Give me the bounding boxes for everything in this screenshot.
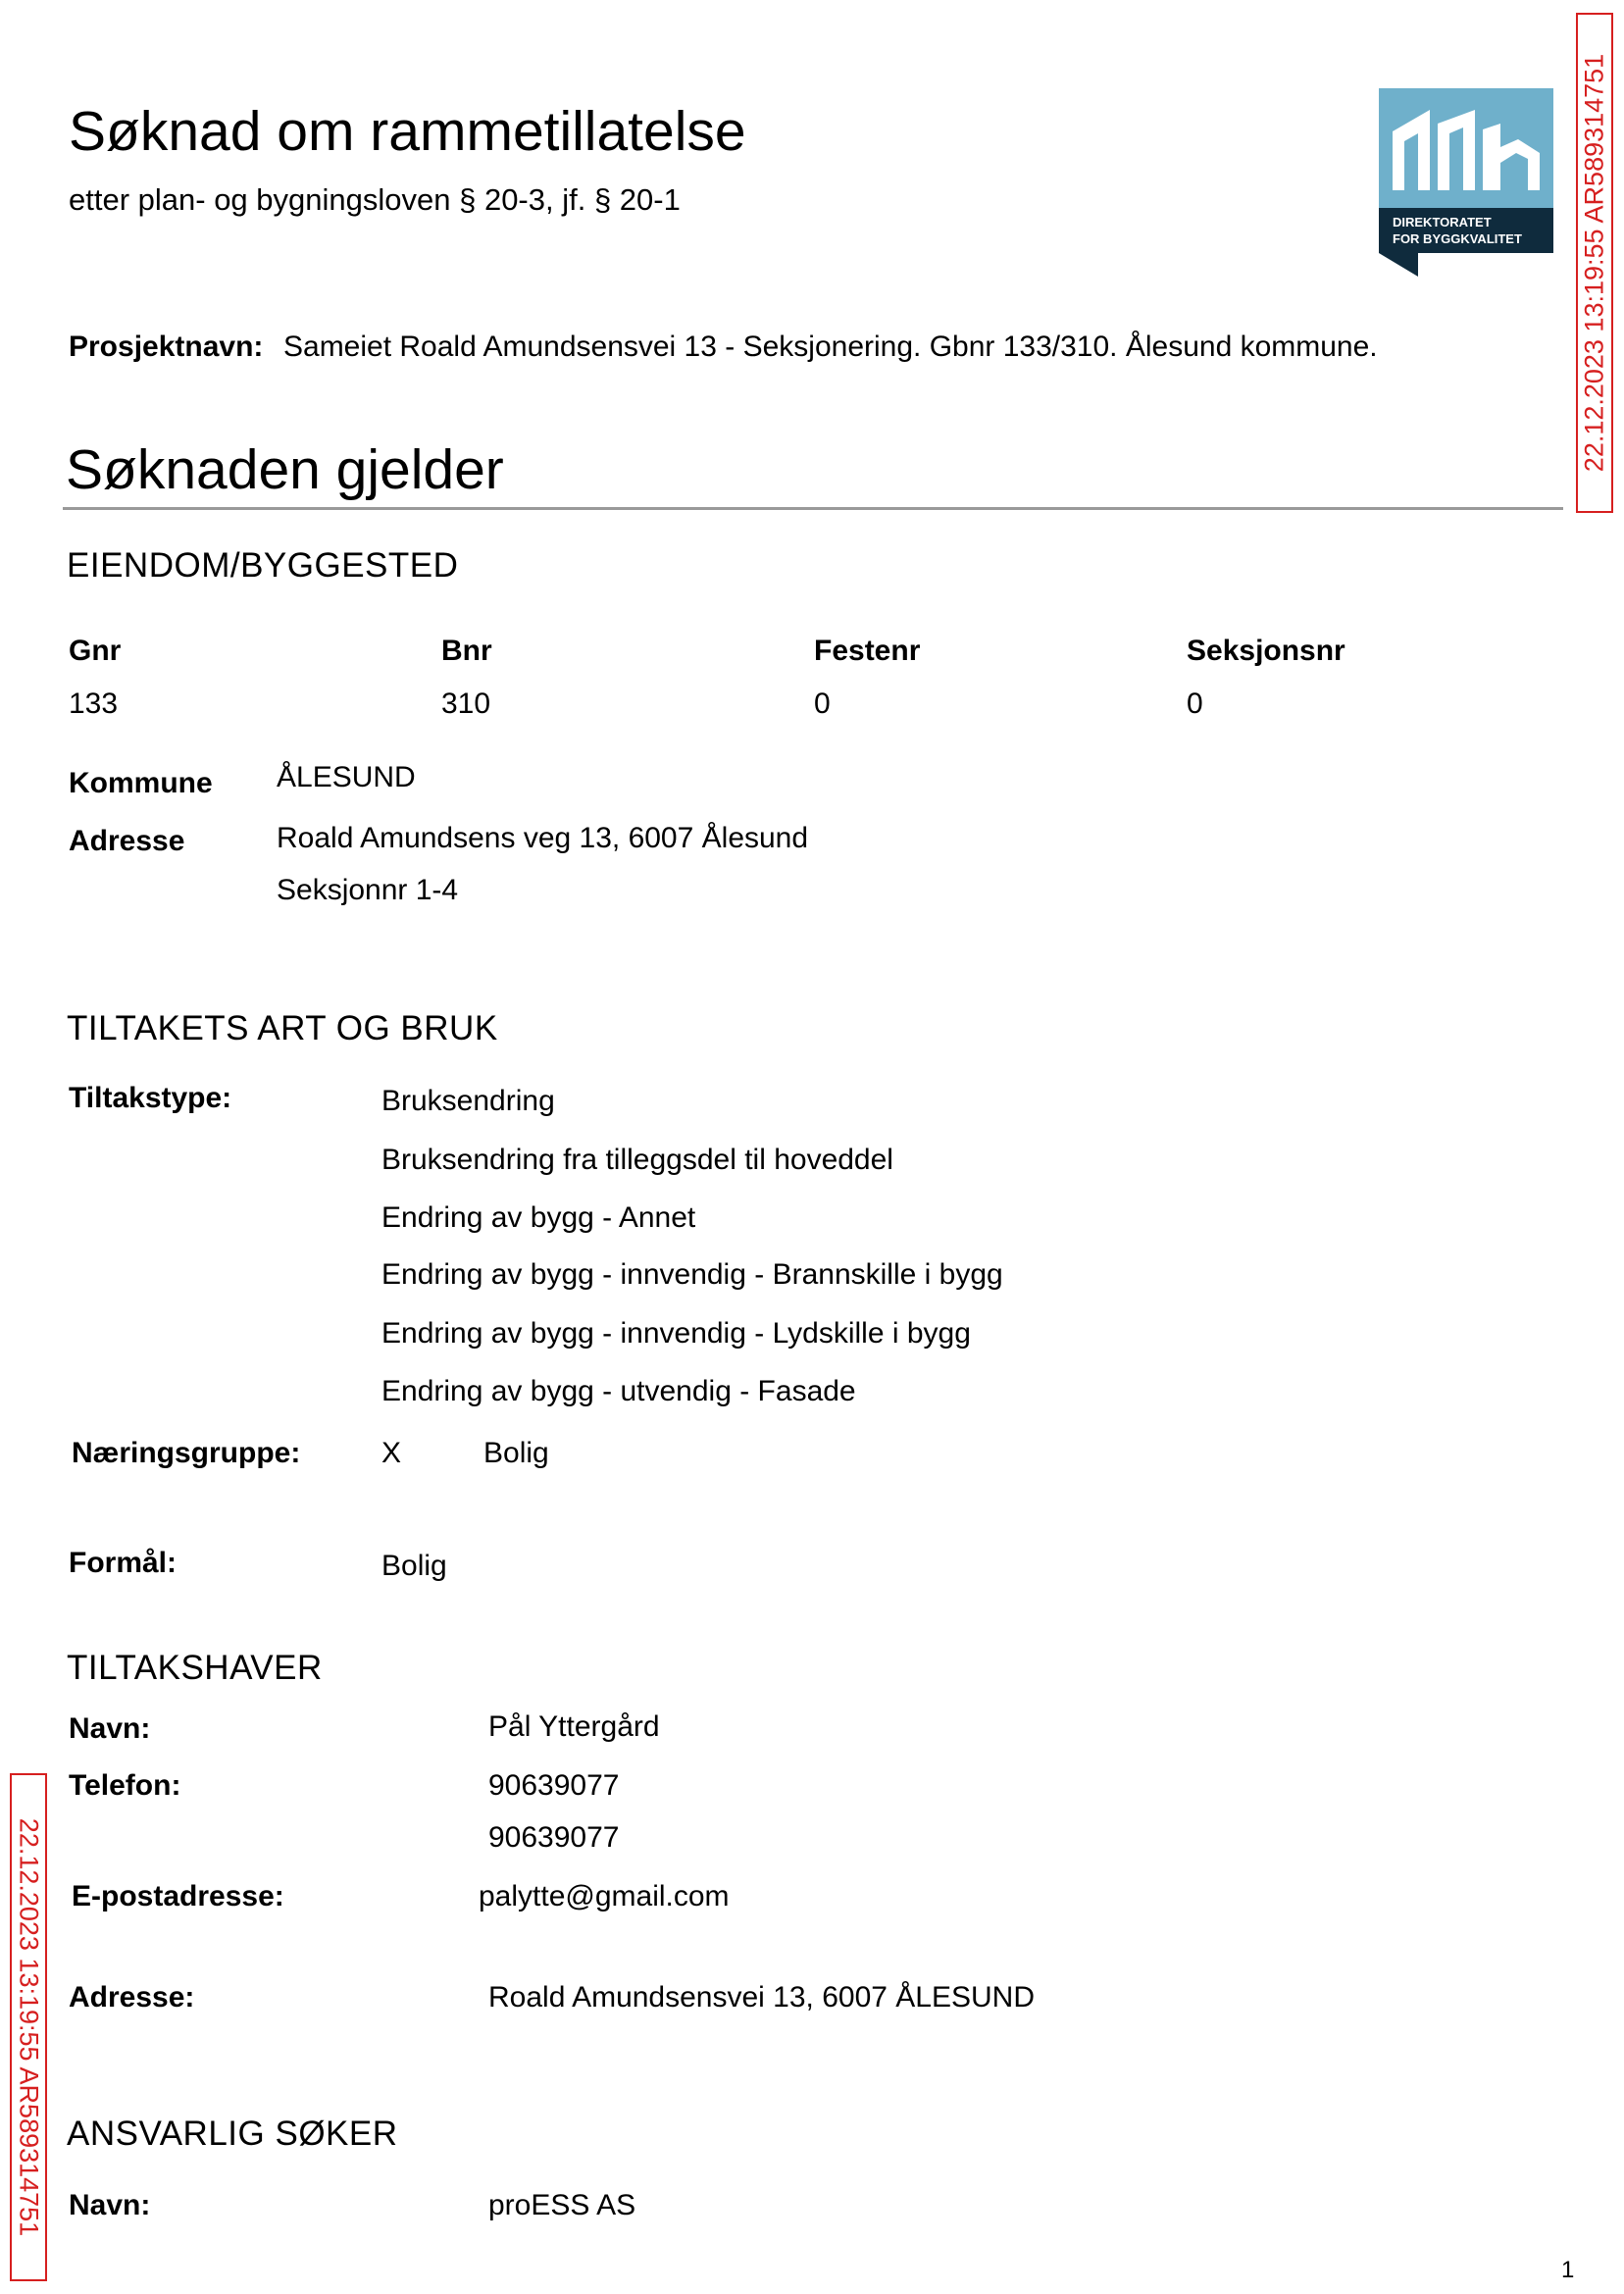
heading-divider: [63, 507, 1563, 510]
ansvarlig-soker-navn-label: Navn:: [69, 2189, 151, 2221]
festenr-value: 0: [814, 688, 831, 720]
tiltakshaver-navn-value: Pål Yttergård: [488, 1710, 660, 1743]
ansvarlig-soker-navn-value: proESS AS: [488, 2189, 636, 2221]
tiltakstype-item: Endring av bygg - innvendig - Lydskille i bygg: [381, 1317, 971, 1350]
seksjonsnr-value: 0: [1187, 688, 1203, 720]
dibk-logo: [1379, 88, 1553, 277]
project-name-label: Prosjektnavn:: [69, 331, 264, 363]
naeringsgruppe-code: X: [381, 1437, 402, 1469]
seksjonsnr-label: Seksjonsnr: [1187, 635, 1345, 667]
adresse-value: Roald Amundsens veg 13, 6007 Ålesund: [277, 822, 809, 854]
tiltakshaver-epost-label: E-postadresse:: [72, 1880, 284, 1912]
tiltakstype-item: Endring av bygg - utvendig - Fasade: [381, 1375, 856, 1407]
tiltakshaver-section-heading: TILTAKSHAVER: [67, 1649, 323, 1687]
tiltakstype-item: Endring av bygg - Annet: [381, 1201, 696, 1234]
bnr-value: 310: [441, 688, 491, 720]
formal-label: Formål:: [69, 1547, 178, 1579]
formal-value: Bolig: [381, 1550, 447, 1582]
kommune-label: Kommune: [69, 767, 213, 799]
tiltakshaver-adresse-value: Roald Amundsensvei 13, 6007 ÅLESUND: [488, 1981, 1035, 2014]
logo-text-line2: FOR BYGGKVALITET: [1393, 231, 1522, 246]
tiltakshaver-telefon-value: 90639077: [488, 1769, 620, 1802]
adresse-label: Adresse: [69, 825, 185, 857]
naeringsgruppe-label: Næringsgruppe:: [72, 1437, 301, 1469]
naeringsgruppe-value: Bolig: [483, 1437, 549, 1469]
tiltakstype-item: Bruksendring fra tilleggsdel til hoveddel: [381, 1144, 893, 1176]
project-name-value: Sameiet Roald Amundsensvei 13 - Seksjonering. Gbnr 133/310. Ålesund kommune.: [283, 331, 1378, 363]
festenr-label: Festenr: [814, 635, 921, 667]
timestamp-stamp-bottom: 22.12.2023 13:19:55 AR589314751: [10, 1773, 47, 2281]
tiltakshaver-epost-value: palytte@gmail.com: [479, 1880, 730, 1912]
tiltakstype-item: Endring av bygg - innvendig - Brannskille i bygg: [381, 1258, 1003, 1291]
tiltak-section-heading: TILTAKETS ART OG BRUK: [67, 1009, 498, 1047]
tiltakshaver-adresse-label: Adresse:: [69, 1981, 195, 2014]
page-title: Søknad om rammetillatelse: [69, 100, 746, 163]
timestamp-stamp-top: 22.12.2023 13:19:55 AR589314751: [1576, 13, 1613, 513]
tiltakstype-label: Tiltakstype:: [69, 1082, 232, 1114]
adresse-line2: Seksjonnr 1-4: [277, 874, 459, 906]
page-number: 1: [1561, 2257, 1575, 2283]
logo-text-line1: DIREKTORATET: [1393, 215, 1492, 229]
section-heading-soknaden-gjelder: Søknaden gjelder: [66, 438, 504, 501]
kommune-value: ÅLESUND: [277, 761, 416, 793]
bnr-label: Bnr: [441, 635, 492, 667]
tiltakshaver-telefon-label: Telefon:: [69, 1769, 181, 1802]
gnr-label: Gnr: [69, 635, 122, 667]
tiltakshaver-telefon-value-2: 90639077: [488, 1821, 620, 1854]
gnr-value: 133: [69, 688, 119, 720]
page-subtitle: etter plan- og bygningsloven § 20-3, jf. § 20-1: [69, 182, 681, 217]
ansvarlig-soker-section-heading: ANSVARLIG SØKER: [67, 2115, 398, 2153]
property-section-heading: EIENDOM/BYGGESTED: [67, 546, 459, 585]
tiltakstype-item: Bruksendring: [381, 1085, 555, 1117]
tiltakshaver-navn-label: Navn:: [69, 1712, 151, 1745]
